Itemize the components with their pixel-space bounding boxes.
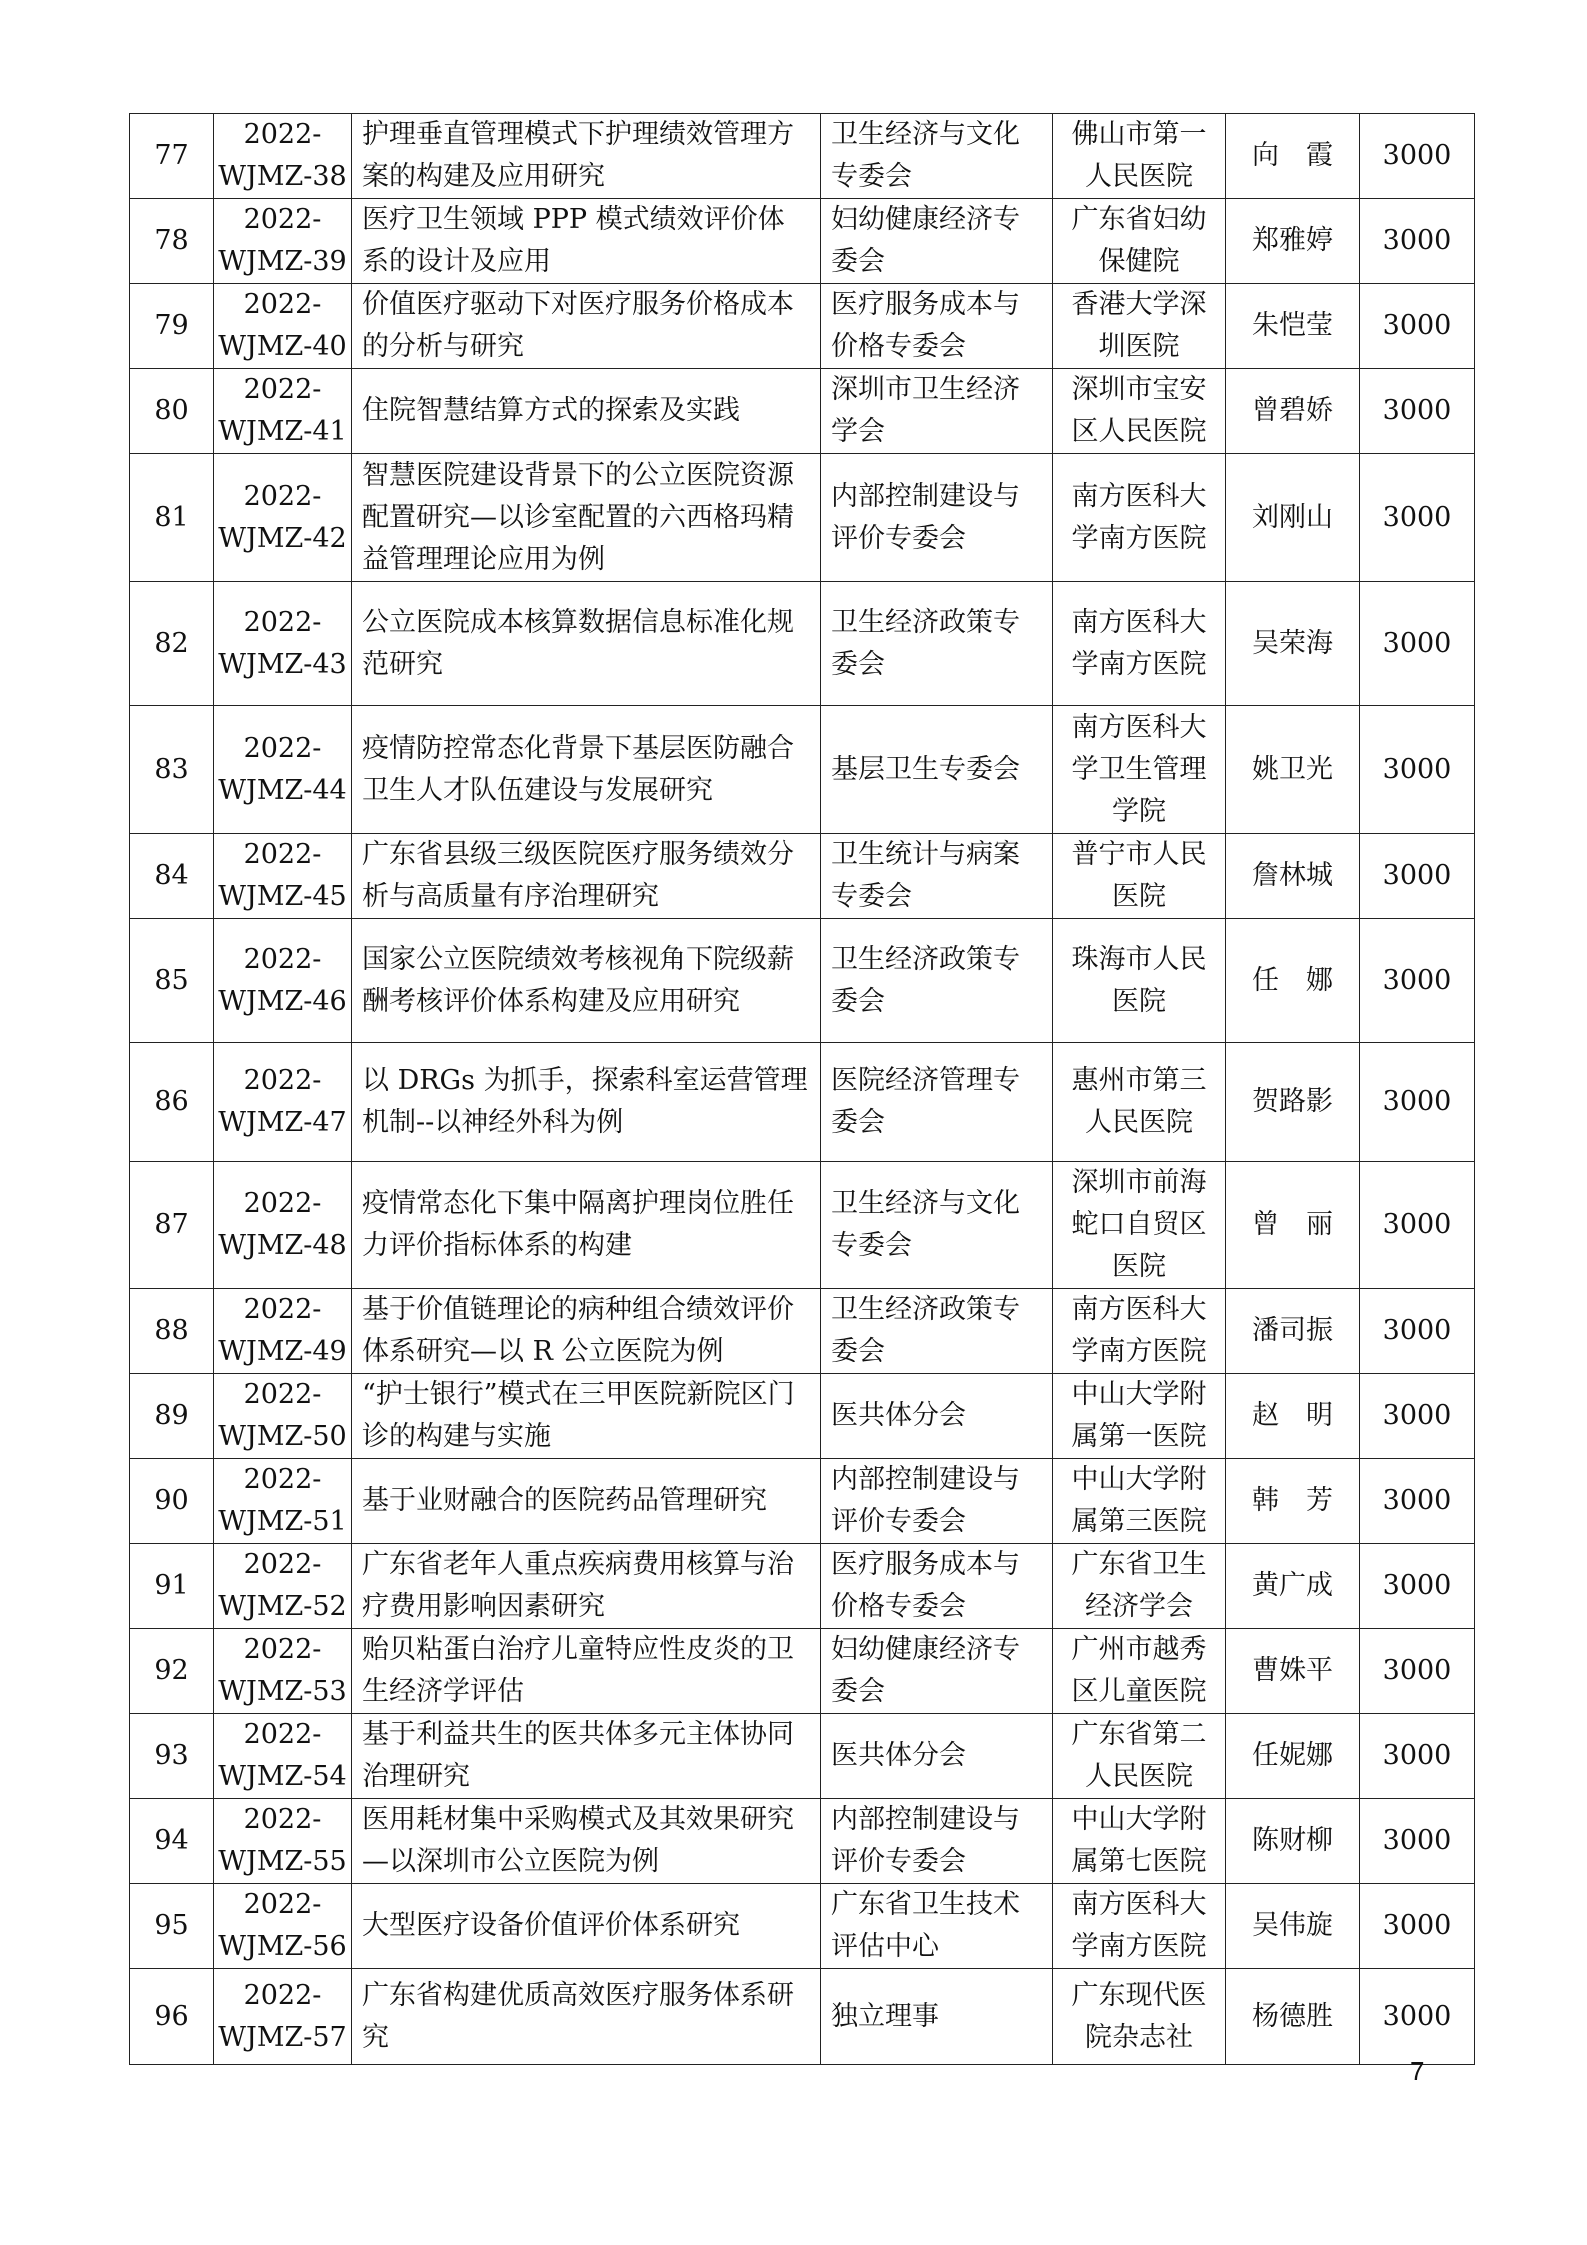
table-row — [130, 1629, 1475, 1714]
project-code-cell — [214, 1629, 352, 1714]
project-code-year: 2022- — [243, 1464, 322, 1495]
table-row — [130, 1162, 1475, 1289]
project-code-cell — [214, 1884, 352, 1969]
committee-cell: 广东省卫生技术评估中心 — [821, 1884, 1053, 1969]
project-code-number: WJMZ-44 — [218, 774, 347, 806]
project-code-year: 2022- — [243, 1379, 322, 1410]
table-row — [130, 1544, 1475, 1629]
committee-cell: 深圳市卫生经济学会 — [821, 369, 1053, 454]
principal-cell: 曾碧娇 — [1226, 369, 1360, 454]
unit-cell: 珠海市人民医院 — [1053, 919, 1226, 1043]
committee-cell: 卫生经济政策专委会 — [821, 582, 1053, 706]
amount-cell: 3000 — [1360, 1629, 1475, 1714]
unit-cell: 广东现代医院杂志社 — [1053, 1969, 1226, 2065]
project-code-number: WJMZ-45 — [218, 881, 347, 912]
row-number-cell: 86 — [130, 1043, 214, 1162]
table-row — [130, 919, 1475, 1043]
principal-cell: 吴伟旋 — [1226, 1884, 1360, 1969]
unit-cell: 广州市越秀区儿童医院 — [1053, 1629, 1226, 1714]
amount-cell: 3000 — [1360, 1799, 1475, 1884]
principal-cell: 郑雅婷 — [1226, 199, 1360, 284]
principal-cell: 刘刚山 — [1226, 454, 1360, 582]
project-code-year: 2022- — [243, 1889, 322, 1920]
row-number-cell: 95 — [130, 1884, 214, 1969]
project-code-cell — [214, 114, 352, 199]
project-code-year: 2022- — [243, 1719, 322, 1750]
project-title-cell: 基于价值链理论的病种组合绩效评价体系研究—以 R 公立医院为例 — [352, 1289, 821, 1374]
project-code-cell — [214, 1162, 352, 1289]
row-number-cell: 89 — [130, 1374, 214, 1459]
project-title-cell: 疫情防控常态化背景下基层医防融合卫生人才队伍建设与发展研究 — [352, 706, 821, 834]
project-code-year: 2022- — [243, 943, 322, 975]
amount-cell: 3000 — [1360, 1459, 1475, 1544]
committee-cell: 医院经济管理专委会 — [821, 1043, 1053, 1162]
committee-cell: 独立理事 — [821, 1969, 1053, 2065]
project-title-cell: 大型医疗设备价值评价体系研究 — [352, 1884, 821, 1969]
project-title-cell: 基于利益共生的医共体多元主体协同治理研究 — [352, 1714, 821, 1799]
project-code-number: WJMZ-52 — [218, 1591, 347, 1622]
project-code-year: 2022- — [243, 606, 322, 638]
project-title-cell: 价值医疗驱动下对医疗服务价格成本的分析与研究 — [352, 284, 821, 369]
principal-cell: 朱恺莹 — [1226, 284, 1360, 369]
table-row — [130, 706, 1475, 834]
table-row — [130, 284, 1475, 369]
row-number-cell: 85 — [130, 919, 214, 1043]
row-number-cell: 90 — [130, 1459, 214, 1544]
table-row — [130, 114, 1475, 199]
unit-cell: 南方医科大学南方医院 — [1053, 582, 1226, 706]
project-code-number: WJMZ-57 — [218, 2021, 347, 2053]
table-row — [130, 834, 1475, 919]
amount-cell: 3000 — [1360, 1289, 1475, 1374]
principal-cell: 黄广成 — [1226, 1544, 1360, 1629]
amount-cell: 3000 — [1360, 1884, 1475, 1969]
row-number-cell: 88 — [130, 1289, 214, 1374]
principal-cell: 韩 芳 — [1226, 1459, 1360, 1544]
project-code-number: WJMZ-38 — [218, 161, 347, 192]
amount-cell: 3000 — [1360, 199, 1475, 284]
project-code-year: 2022- — [243, 1188, 322, 1219]
project-code-year: 2022- — [243, 1065, 322, 1096]
project-table — [129, 113, 1475, 2065]
project-title-cell: 公立医院成本核算数据信息标准化规范研究 — [352, 582, 821, 706]
project-code-cell — [214, 1374, 352, 1459]
table-row — [130, 454, 1475, 582]
project-code-year: 2022- — [243, 1634, 322, 1665]
committee-cell: 医疗服务成本与价格专委会 — [821, 1544, 1053, 1629]
committee-cell: 内部控制建设与评价专委会 — [821, 1799, 1053, 1884]
unit-cell: 南方医科大学卫生管理学院 — [1053, 706, 1226, 834]
project-code-number: WJMZ-53 — [218, 1676, 347, 1707]
unit-cell: 南方医科大学南方医院 — [1053, 1884, 1226, 1969]
unit-cell: 佛山市第一人民医院 — [1053, 114, 1226, 199]
principal-cell: 贺路影 — [1226, 1043, 1360, 1162]
table-row — [130, 1043, 1475, 1162]
row-number-cell: 80 — [130, 369, 214, 454]
project-title-cell: 广东省县级三级医院医疗服务绩效分析与高质量有序治理研究 — [352, 834, 821, 919]
unit-cell: 深圳市前海蛇口自贸区医院 — [1053, 1162, 1226, 1289]
row-number-cell: 83 — [130, 706, 214, 834]
unit-cell: 广东省第二人民医院 — [1053, 1714, 1226, 1799]
project-title-cell: 医用耗材集中采购模式及其效果研究—以深圳市公立医院为例 — [352, 1799, 821, 1884]
row-number-cell: 96 — [130, 1969, 214, 2065]
committee-cell: 医疗服务成本与价格专委会 — [821, 284, 1053, 369]
principal-cell: 姚卫光 — [1226, 706, 1360, 834]
project-title-cell: 智慧医院建设背景下的公立医院资源配置研究—以诊室配置的六西格玛精益管理理论应用为例 — [352, 454, 821, 582]
project-code-number: WJMZ-41 — [218, 416, 347, 447]
amount-cell: 3000 — [1360, 1043, 1475, 1162]
project-code-year: 2022- — [243, 204, 322, 235]
project-code-number: WJMZ-51 — [218, 1506, 347, 1537]
page-number: 7 — [1410, 2056, 1425, 2086]
principal-cell: 詹林城 — [1226, 834, 1360, 919]
principal-cell: 曾 丽 — [1226, 1162, 1360, 1289]
project-code-cell — [214, 834, 352, 919]
project-code-cell — [214, 199, 352, 284]
project-code-number: WJMZ-54 — [218, 1761, 347, 1792]
committee-cell: 妇幼健康经济专委会 — [821, 1629, 1053, 1714]
table-row — [130, 1289, 1475, 1374]
principal-cell: 赵 明 — [1226, 1374, 1360, 1459]
project-title-cell: 疫情常态化下集中隔离护理岗位胜任力评价指标体系的构建 — [352, 1162, 821, 1289]
unit-cell: 香港大学深圳医院 — [1053, 284, 1226, 369]
project-title-cell: 住院智慧结算方式的探索及实践 — [352, 369, 821, 454]
principal-cell: 杨德胜 — [1226, 1969, 1360, 2065]
committee-cell: 卫生经济政策专委会 — [821, 919, 1053, 1043]
committee-cell: 医共体分会 — [821, 1374, 1053, 1459]
principal-cell: 任 娜 — [1226, 919, 1360, 1043]
principal-cell: 陈财柳 — [1226, 1799, 1360, 1884]
amount-cell: 3000 — [1360, 919, 1475, 1043]
row-number-cell: 93 — [130, 1714, 214, 1799]
project-code-year: 2022- — [243, 1294, 322, 1325]
project-code-number: WJMZ-39 — [218, 246, 347, 277]
row-number-cell: 84 — [130, 834, 214, 919]
amount-cell: 3000 — [1360, 1714, 1475, 1799]
committee-cell: 内部控制建设与评价专委会 — [821, 454, 1053, 582]
project-code-cell — [214, 706, 352, 834]
amount-cell: 3000 — [1360, 582, 1475, 706]
project-code-cell — [214, 454, 352, 582]
unit-cell: 深圳市宝安区人民医院 — [1053, 369, 1226, 454]
amount-cell: 3000 — [1360, 706, 1475, 834]
project-code-cell — [214, 1544, 352, 1629]
unit-cell: 广东省妇幼保健院 — [1053, 199, 1226, 284]
project-code-cell — [214, 582, 352, 706]
committee-cell: 基层卫生专委会 — [821, 706, 1053, 834]
project-code-year: 2022- — [243, 289, 322, 320]
project-title-cell: “护士银行”模式在三甲医院新院区门诊的构建与实施 — [352, 1374, 821, 1459]
row-number-cell: 81 — [130, 454, 214, 582]
project-title-cell: 以 DRGs 为抓手，探索科室运营管理机制--以神经外科为例 — [352, 1043, 821, 1162]
project-code-cell — [214, 1714, 352, 1799]
committee-cell: 医共体分会 — [821, 1714, 1053, 1799]
unit-cell: 南方医科大学南方医院 — [1053, 1289, 1226, 1374]
row-number-cell: 82 — [130, 582, 214, 706]
committee-cell: 卫生统计与病案专委会 — [821, 834, 1053, 919]
committee-cell: 卫生经济与文化专委会 — [821, 114, 1053, 199]
project-code-year: 2022- — [243, 374, 322, 405]
table-body — [130, 114, 1475, 2065]
amount-cell: 3000 — [1360, 1374, 1475, 1459]
committee-cell: 卫生经济与文化专委会 — [821, 1162, 1053, 1289]
project-code-number: WJMZ-43 — [218, 648, 347, 680]
unit-cell: 中山大学附属第七医院 — [1053, 1799, 1226, 1884]
unit-cell: 广东省卫生经济学会 — [1053, 1544, 1226, 1629]
project-code-number: WJMZ-47 — [218, 1107, 347, 1138]
table-row — [130, 582, 1475, 706]
project-code-year: 2022- — [243, 839, 322, 870]
row-number-cell: 91 — [130, 1544, 214, 1629]
amount-cell: 3000 — [1360, 1544, 1475, 1629]
committee-cell: 妇幼健康经济专委会 — [821, 199, 1053, 284]
unit-cell: 南方医科大学南方医院 — [1053, 454, 1226, 582]
project-title-cell: 广东省老年人重点疾病费用核算与治疗费用影响因素研究 — [352, 1544, 821, 1629]
project-title-cell: 贻贝粘蛋白治疗儿童特应性皮炎的卫生经济学评估 — [352, 1629, 821, 1714]
row-number-cell: 92 — [130, 1629, 214, 1714]
table-row — [130, 1714, 1475, 1799]
project-title-cell: 医疗卫生领域 PPP 模式绩效评价体系的设计及应用 — [352, 199, 821, 284]
unit-cell: 惠州市第三人民医院 — [1053, 1043, 1226, 1162]
row-number-cell: 78 — [130, 199, 214, 284]
table-row — [130, 1799, 1475, 1884]
committee-cell: 内部控制建设与评价专委会 — [821, 1459, 1053, 1544]
unit-cell: 普宁市人民医院 — [1053, 834, 1226, 919]
project-code-year: 2022- — [243, 732, 322, 764]
principal-cell: 任妮娜 — [1226, 1714, 1360, 1799]
project-code-number: WJMZ-49 — [218, 1336, 347, 1367]
row-number-cell: 79 — [130, 284, 214, 369]
table-row — [130, 1374, 1475, 1459]
project-code-number: WJMZ-42 — [218, 522, 347, 554]
project-code-year: 2022- — [243, 1549, 322, 1580]
project-code-year: 2022- — [243, 1979, 322, 2011]
project-code-cell — [214, 1799, 352, 1884]
project-code-cell — [214, 1969, 352, 2065]
table-row — [130, 199, 1475, 284]
table-row — [130, 1884, 1475, 1969]
amount-cell: 3000 — [1360, 1969, 1475, 2065]
project-code-number: WJMZ-40 — [218, 331, 347, 362]
project-title-cell: 广东省构建优质高效医疗服务体系研究 — [352, 1969, 821, 2065]
project-code-cell — [214, 1289, 352, 1374]
amount-cell: 3000 — [1360, 114, 1475, 199]
row-number-cell: 87 — [130, 1162, 214, 1289]
unit-cell: 中山大学附属第一医院 — [1053, 1374, 1226, 1459]
project-code-number: WJMZ-46 — [218, 985, 347, 1017]
project-code-number: WJMZ-50 — [218, 1421, 347, 1452]
project-title-cell: 护理垂直管理模式下护理绩效管理方案的构建及应用研究 — [352, 114, 821, 199]
table-row — [130, 369, 1475, 454]
table-row — [130, 1459, 1475, 1544]
row-number-cell: 77 — [130, 114, 214, 199]
principal-cell: 吴荣海 — [1226, 582, 1360, 706]
project-code-cell — [214, 1459, 352, 1544]
principal-cell: 潘司振 — [1226, 1289, 1360, 1374]
project-code-cell — [214, 1043, 352, 1162]
project-code-year: 2022- — [243, 119, 322, 150]
project-code-number: WJMZ-55 — [218, 1846, 347, 1877]
amount-cell: 3000 — [1360, 1162, 1475, 1289]
project-code-number: WJMZ-56 — [218, 1931, 347, 1962]
project-code-cell — [214, 919, 352, 1043]
project-code-number: WJMZ-48 — [218, 1230, 347, 1261]
project-code-year: 2022- — [243, 480, 322, 512]
amount-cell: 3000 — [1360, 369, 1475, 454]
row-number-cell: 94 — [130, 1799, 214, 1884]
amount-cell: 3000 — [1360, 834, 1475, 919]
principal-cell: 向 霞 — [1226, 114, 1360, 199]
project-code-cell — [214, 284, 352, 369]
project-code-year: 2022- — [243, 1804, 322, 1835]
committee-cell: 卫生经济政策专委会 — [821, 1289, 1053, 1374]
project-code-cell — [214, 369, 352, 454]
unit-cell: 中山大学附属第三医院 — [1053, 1459, 1226, 1544]
amount-cell: 3000 — [1360, 284, 1475, 369]
amount-cell: 3000 — [1360, 454, 1475, 582]
principal-cell: 曹姝平 — [1226, 1629, 1360, 1714]
project-title-cell: 国家公立医院绩效考核视角下院级薪酬考核评价体系构建及应用研究 — [352, 919, 821, 1043]
project-title-cell: 基于业财融合的医院药品管理研究 — [352, 1459, 821, 1544]
table-row — [130, 1969, 1475, 2065]
